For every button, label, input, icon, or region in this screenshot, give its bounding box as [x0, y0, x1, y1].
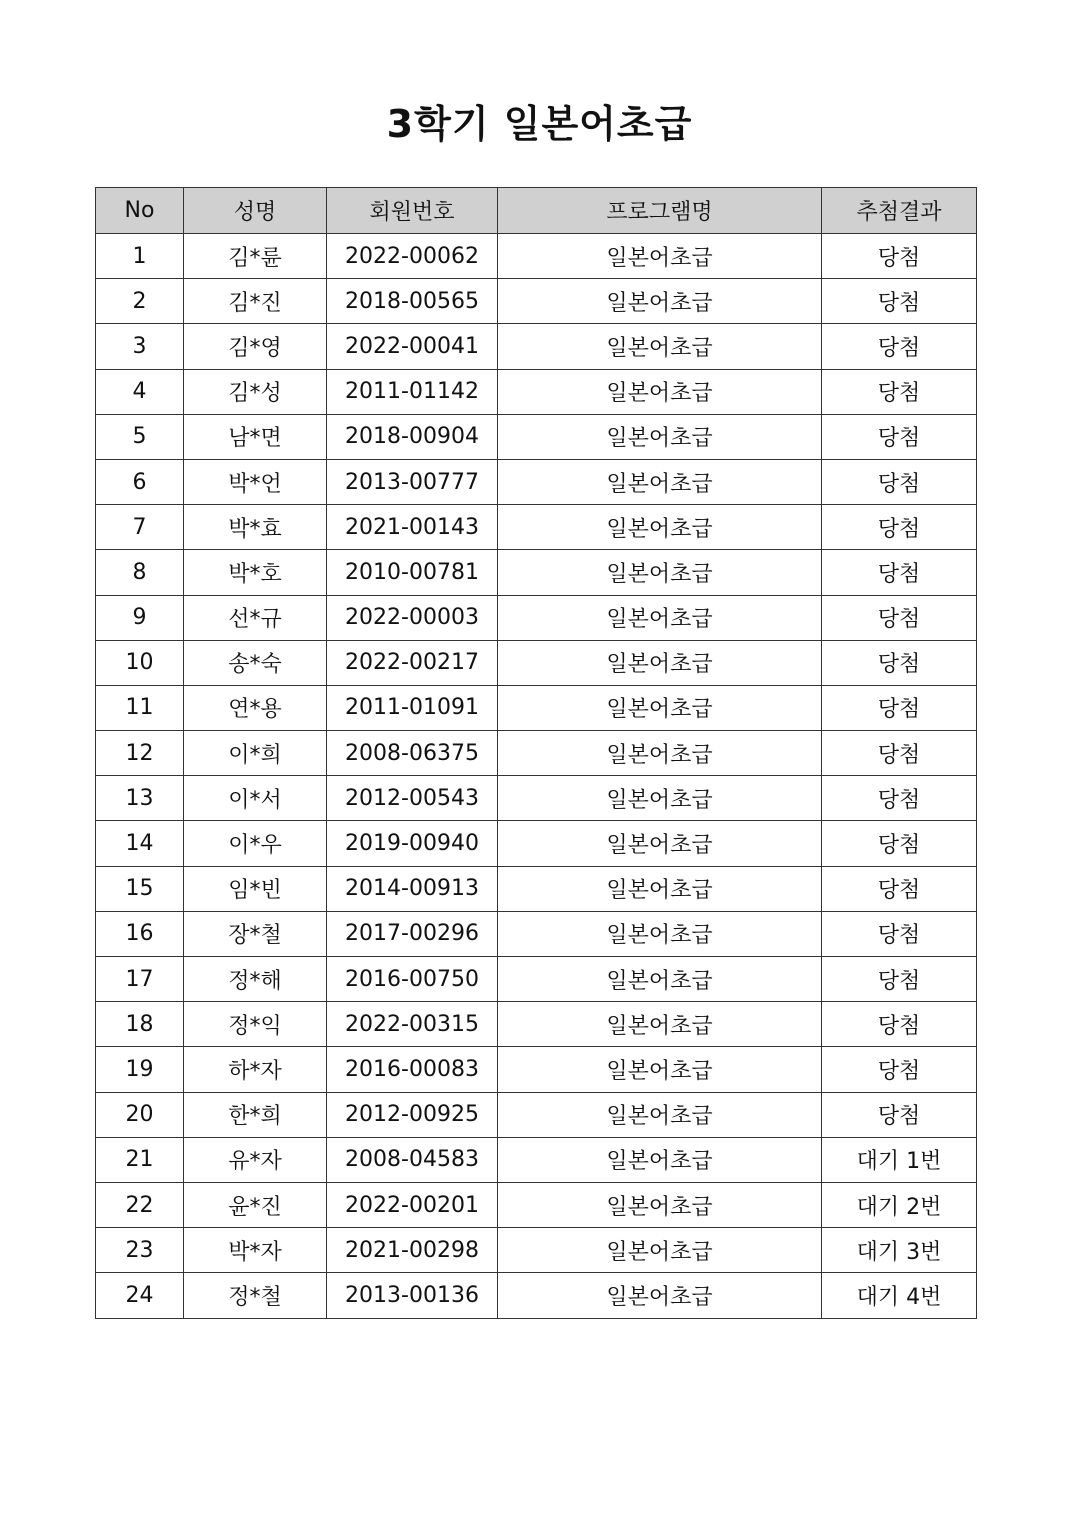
table-row [96, 776, 977, 821]
cell-name: 박*호 [184, 550, 327, 595]
table-row [96, 731, 977, 776]
cell-program-name: 일본어초급 [498, 776, 822, 821]
cell-program-name: 일본어초급 [498, 369, 822, 414]
cell-no: 10 [96, 640, 184, 685]
cell-program-name: 일본어초급 [498, 595, 822, 640]
lottery-result-table [95, 187, 977, 1319]
column-header-no: No [96, 188, 184, 234]
cell-member-number: 2014-00913 [327, 866, 498, 911]
page-title: 3학기 일본어초급 [386, 102, 693, 146]
table-body [96, 234, 977, 1319]
cell-draw-result: 당첨 [822, 550, 977, 595]
cell-member-number: 2013-00136 [327, 1273, 498, 1318]
cell-member-number: 2016-00083 [327, 1047, 498, 1092]
cell-name: 이*서 [184, 776, 327, 821]
cell-draw-result: 당첨 [822, 1047, 977, 1092]
cell-no: 13 [96, 776, 184, 821]
table-row [96, 640, 977, 685]
cell-member-number: 2011-01142 [327, 369, 498, 414]
cell-name: 김*성 [184, 369, 327, 414]
cell-program-name: 일본어초급 [498, 459, 822, 504]
cell-program-name: 일본어초급 [498, 234, 822, 279]
cell-draw-result: 대기 4번 [822, 1273, 977, 1318]
cell-member-number: 2022-00003 [327, 595, 498, 640]
cell-name: 윤*진 [184, 1182, 327, 1227]
cell-name: 이*희 [184, 731, 327, 776]
cell-name: 연*용 [184, 685, 327, 730]
cell-program-name: 일본어초급 [498, 1228, 822, 1273]
cell-program-name: 일본어초급 [498, 731, 822, 776]
table-row [96, 414, 977, 459]
cell-name: 남*면 [184, 414, 327, 459]
cell-draw-result: 당첨 [822, 595, 977, 640]
cell-member-number: 2013-00777 [327, 459, 498, 504]
cell-no: 19 [96, 1047, 184, 1092]
cell-no: 22 [96, 1182, 184, 1227]
column-header-member-number: 회원번호 [327, 188, 498, 234]
cell-no: 3 [96, 324, 184, 369]
cell-name: 정*해 [184, 957, 327, 1002]
cell-no: 18 [96, 1002, 184, 1047]
cell-name: 장*철 [184, 911, 327, 956]
cell-draw-result: 당첨 [822, 414, 977, 459]
cell-member-number: 2017-00296 [327, 911, 498, 956]
table-row [96, 1137, 977, 1182]
cell-name: 박*효 [184, 505, 327, 550]
cell-draw-result: 당첨 [822, 821, 977, 866]
table-row [96, 1047, 977, 1092]
column-header-name: 성명 [184, 188, 327, 234]
cell-member-number: 2022-00217 [327, 640, 498, 685]
table-row [96, 550, 977, 595]
table-row [96, 821, 977, 866]
cell-draw-result: 당첨 [822, 369, 977, 414]
column-header-draw-result: 추첨결과 [822, 188, 977, 234]
cell-name: 선*규 [184, 595, 327, 640]
cell-name: 정*철 [184, 1273, 327, 1318]
cell-name: 김*진 [184, 279, 327, 324]
cell-member-number: 2012-00543 [327, 776, 498, 821]
table-row [96, 279, 977, 324]
cell-name: 박*자 [184, 1228, 327, 1273]
cell-no: 24 [96, 1273, 184, 1318]
cell-program-name: 일본어초급 [498, 1182, 822, 1227]
cell-member-number: 2008-06375 [327, 731, 498, 776]
table-row [96, 459, 977, 504]
cell-name: 송*숙 [184, 640, 327, 685]
table-row [96, 1182, 977, 1227]
cell-member-number: 2022-00041 [327, 324, 498, 369]
cell-program-name: 일본어초급 [498, 1273, 822, 1318]
cell-name: 한*희 [184, 1092, 327, 1137]
cell-no: 20 [96, 1092, 184, 1137]
cell-draw-result: 당첨 [822, 1092, 977, 1137]
cell-program-name: 일본어초급 [498, 866, 822, 911]
cell-no: 4 [96, 369, 184, 414]
cell-no: 6 [96, 459, 184, 504]
table-row [96, 234, 977, 279]
cell-no: 15 [96, 866, 184, 911]
cell-draw-result: 당첨 [822, 505, 977, 550]
table-header-row [96, 188, 977, 234]
cell-no: 11 [96, 685, 184, 730]
cell-name: 이*우 [184, 821, 327, 866]
cell-name: 임*빈 [184, 866, 327, 911]
cell-draw-result: 당첨 [822, 866, 977, 911]
cell-name: 하*자 [184, 1047, 327, 1092]
cell-no: 23 [96, 1228, 184, 1273]
cell-draw-result: 당첨 [822, 776, 977, 821]
cell-draw-result: 당첨 [822, 459, 977, 504]
cell-no: 2 [96, 279, 184, 324]
cell-draw-result: 당첨 [822, 234, 977, 279]
cell-program-name: 일본어초급 [498, 1137, 822, 1182]
cell-member-number: 2016-00750 [327, 957, 498, 1002]
table-row [96, 866, 977, 911]
cell-draw-result: 당첨 [822, 911, 977, 956]
table-row [96, 369, 977, 414]
cell-draw-result: 당첨 [822, 279, 977, 324]
cell-no: 7 [96, 505, 184, 550]
cell-no: 12 [96, 731, 184, 776]
cell-program-name: 일본어초급 [498, 414, 822, 459]
table-row [96, 595, 977, 640]
cell-no: 8 [96, 550, 184, 595]
cell-name: 김*륜 [184, 234, 327, 279]
table-row [96, 1228, 977, 1273]
cell-draw-result: 당첨 [822, 731, 977, 776]
cell-no: 5 [96, 414, 184, 459]
cell-draw-result: 당첨 [822, 957, 977, 1002]
cell-program-name: 일본어초급 [498, 1092, 822, 1137]
cell-member-number: 2012-00925 [327, 1092, 498, 1137]
cell-draw-result: 대기 2번 [822, 1182, 977, 1227]
cell-draw-result: 대기 1번 [822, 1137, 977, 1182]
cell-member-number: 2019-00940 [327, 821, 498, 866]
cell-program-name: 일본어초급 [498, 685, 822, 730]
cell-program-name: 일본어초급 [498, 505, 822, 550]
cell-draw-result: 당첨 [822, 640, 977, 685]
cell-program-name: 일본어초급 [498, 550, 822, 595]
cell-member-number: 2018-00565 [327, 279, 498, 324]
table-row [96, 911, 977, 956]
cell-member-number: 2018-00904 [327, 414, 498, 459]
cell-member-number: 2022-00315 [327, 1002, 498, 1047]
cell-program-name: 일본어초급 [498, 640, 822, 685]
table-row [96, 505, 977, 550]
cell-no: 1 [96, 234, 184, 279]
cell-name: 김*영 [184, 324, 327, 369]
cell-member-number: 2022-00201 [327, 1182, 498, 1227]
cell-draw-result: 당첨 [822, 685, 977, 730]
cell-program-name: 일본어초급 [498, 821, 822, 866]
table-row [96, 685, 977, 730]
cell-member-number: 2022-00062 [327, 234, 498, 279]
cell-no: 21 [96, 1137, 184, 1182]
table-row [96, 957, 977, 1002]
cell-no: 17 [96, 957, 184, 1002]
column-header-program-name: 프로그램명 [498, 188, 822, 234]
cell-name: 박*언 [184, 459, 327, 504]
cell-member-number: 2021-00143 [327, 505, 498, 550]
cell-draw-result: 대기 3번 [822, 1228, 977, 1273]
table-row [96, 1092, 977, 1137]
cell-program-name: 일본어초급 [498, 324, 822, 369]
cell-program-name: 일본어초급 [498, 1002, 822, 1047]
cell-name: 유*자 [184, 1137, 327, 1182]
cell-member-number: 2021-00298 [327, 1228, 498, 1273]
cell-no: 16 [96, 911, 184, 956]
table-row [96, 1273, 977, 1318]
cell-name: 정*익 [184, 1002, 327, 1047]
cell-program-name: 일본어초급 [498, 957, 822, 1002]
table-row [96, 1002, 977, 1047]
cell-member-number: 2011-01091 [327, 685, 498, 730]
cell-no: 14 [96, 821, 184, 866]
cell-program-name: 일본어초급 [498, 1047, 822, 1092]
cell-program-name: 일본어초급 [498, 911, 822, 956]
cell-draw-result: 당첨 [822, 1002, 977, 1047]
cell-member-number: 2008-04583 [327, 1137, 498, 1182]
cell-member-number: 2010-00781 [327, 550, 498, 595]
cell-no: 9 [96, 595, 184, 640]
cell-program-name: 일본어초급 [498, 279, 822, 324]
table-row [96, 324, 977, 369]
cell-draw-result: 당첨 [822, 324, 977, 369]
